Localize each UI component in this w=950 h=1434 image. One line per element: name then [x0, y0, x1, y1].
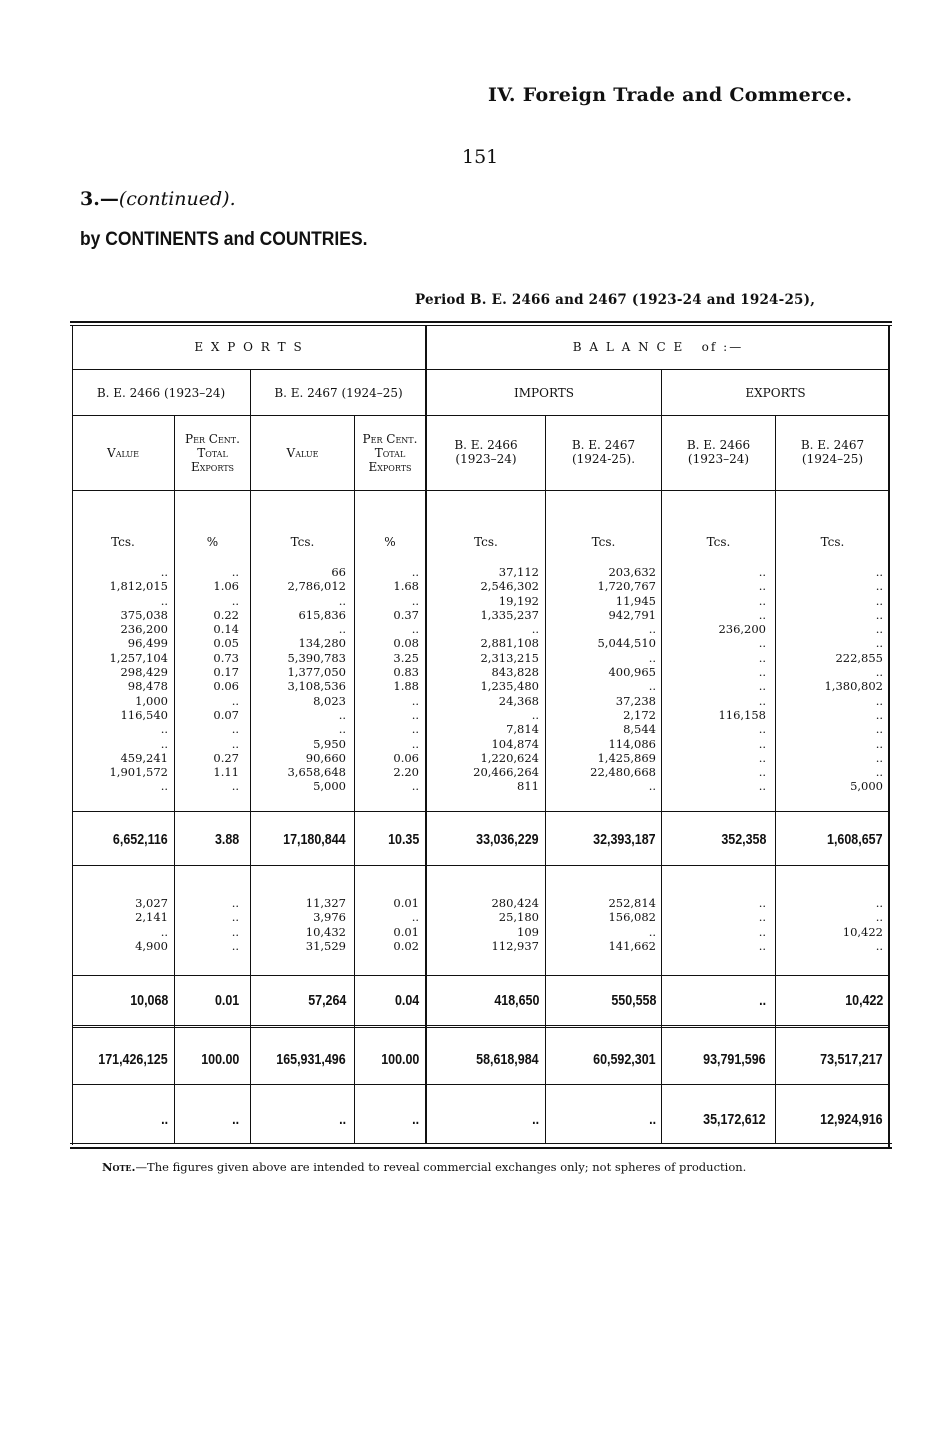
table-cell: 3,108,536: [287, 679, 346, 694]
table-cell: ..: [160, 779, 168, 794]
balance-group-heading: B A L A N C E of :—: [572, 340, 744, 354]
table-cell: ..: [411, 593, 419, 608]
total-cell: 32,393,187: [593, 832, 656, 848]
section1-col-imports-2466: [427, 565, 539, 794]
table-cell: 141,662: [608, 938, 656, 953]
table-cell: ..: [758, 765, 766, 780]
table-cell: 8,023: [313, 693, 346, 708]
table-cell: ..: [875, 707, 883, 722]
imports-2467-heading: [546, 438, 661, 466]
table-cell: ..: [648, 679, 656, 694]
total-cell: ..: [649, 1112, 656, 1128]
table-cell: ..: [160, 593, 168, 608]
table-cell: ..: [758, 650, 766, 665]
total-cell: 57,264: [307, 993, 346, 1009]
table-cell: ..: [875, 765, 883, 780]
table-cell: ..: [875, 665, 883, 680]
table-cell: ..: [875, 636, 883, 651]
total-cell: ..: [759, 993, 766, 1009]
year-ad: (1924-25).: [571, 452, 636, 466]
section1-col-value-2466: [72, 565, 168, 794]
table-cell: 2,172: [623, 707, 656, 722]
total-cell: 352,358: [720, 832, 766, 848]
table-cell: 2,141: [135, 910, 168, 925]
total-cell: 93,791,596: [703, 1052, 766, 1068]
table-cell: 0.01: [393, 924, 419, 939]
total-cell: 3.88: [214, 832, 239, 848]
table-cell: 112,937: [491, 938, 539, 953]
table-cell: 66: [331, 565, 346, 579]
table-cell: 156,082: [608, 910, 656, 925]
value-heading-2466: Value: [107, 446, 139, 460]
trade-table: [70, 321, 892, 1149]
percent-heading-line2: Total: [197, 446, 228, 460]
table-cell: ..: [411, 565, 419, 579]
year-ad: (1924–25): [801, 452, 864, 466]
unit-tcs: Tcs.: [290, 535, 315, 549]
table-cell: 96,499: [127, 636, 168, 651]
section2-col-exports-2466: [662, 896, 766, 953]
note-label: Note.: [102, 1160, 136, 1174]
section2-col-value-2466: [72, 896, 168, 953]
table-cell: 0.01: [393, 896, 419, 910]
table-cell: 10,432: [305, 924, 346, 939]
table-cell: 252,814: [608, 896, 656, 910]
table-cell: 615,836: [298, 607, 346, 622]
percent-heading-line1: Per Cent.: [362, 432, 418, 446]
unit-percent: %: [206, 535, 219, 549]
table-cell: ..: [875, 579, 883, 594]
table-cell: 109: [517, 924, 539, 939]
total-cell: ..: [232, 1112, 239, 1128]
table-cell: 10,422: [842, 924, 883, 939]
table-cell: 37,238: [615, 693, 656, 708]
table-cell: 375,038: [120, 607, 168, 622]
page-number: 151: [462, 146, 499, 168]
table-cell: ..: [875, 938, 883, 953]
table-cell: 3.25: [393, 650, 419, 665]
table-cell: 459,241: [120, 750, 168, 765]
section1-col-exports-2467: [776, 565, 883, 794]
total-cell: 73,517,217: [820, 1052, 883, 1068]
table-cell: 1,425,869: [597, 750, 656, 765]
total-cell: 60,592,301: [593, 1052, 656, 1068]
table-cell: 116,540: [120, 707, 168, 722]
table-cell: 0.07: [213, 707, 239, 722]
table-cell: 2,546,302: [480, 579, 539, 594]
table-cell: 5,390,783: [287, 650, 346, 665]
table-cell: 2.20: [393, 765, 419, 780]
table-cell: ..: [875, 607, 883, 622]
exports-group-heading: E X P O R T S: [194, 340, 304, 354]
table-cell: ..: [758, 693, 766, 708]
table-cell: ..: [758, 593, 766, 608]
section2-col-value-2467: [251, 896, 346, 953]
table-cell: 5,000: [850, 779, 883, 794]
table-cell: ..: [411, 722, 419, 737]
table-cell: 7,814: [506, 722, 539, 737]
table-cell: ..: [875, 565, 883, 579]
percent-heading-2466: [175, 432, 250, 474]
table-cell: 0.06: [393, 750, 419, 765]
table-cell: 4,900: [135, 938, 168, 953]
total-cell: 6,652,116: [113, 832, 168, 848]
table-cell: 2,786,012: [287, 579, 346, 594]
table-cell: ..: [411, 779, 419, 794]
table-cell: ..: [160, 924, 168, 939]
unit-tcs: Tcs.: [820, 535, 845, 549]
table-cell: 20,466,264: [473, 765, 539, 780]
section1-col-percent-2467: [355, 565, 419, 794]
table-cell: ..: [231, 938, 239, 953]
table-cell: 114,086: [608, 736, 656, 751]
table-cell: 90,660: [305, 750, 346, 765]
year-be: B. E. 2466: [454, 438, 518, 452]
table-cell: ..: [411, 693, 419, 708]
table-cell: 298,429: [120, 665, 168, 680]
table-cell: 0.37: [393, 607, 419, 622]
table-cell: 1,235,480: [480, 679, 539, 694]
table-cell: 222,855: [835, 650, 883, 665]
table-cell: ..: [758, 579, 766, 594]
table-cell: ..: [648, 779, 656, 794]
balance-exports-heading: EXPORTS: [745, 386, 806, 400]
total-cell: 100.00: [200, 1052, 239, 1068]
table-cell: ..: [338, 722, 346, 737]
total-cell: 550,558: [610, 993, 656, 1009]
table-cell: ..: [758, 679, 766, 694]
table-cell: 1,812,015: [109, 579, 168, 594]
percent-heading-line3: Exports: [190, 460, 235, 474]
unit-tcs: Tcs.: [706, 535, 731, 549]
table-cell: 31,529: [305, 938, 346, 953]
section2-col-percent-2467: [355, 896, 419, 953]
section1-col-exports-2466: [662, 565, 766, 794]
table-cell: ..: [875, 736, 883, 751]
table-cell: ..: [875, 593, 883, 608]
table-cell: ..: [758, 665, 766, 680]
table-cell: ..: [231, 924, 239, 939]
percent-heading-line2: Total: [374, 446, 406, 460]
table-cell: 942,791: [608, 607, 656, 622]
table-number: [80, 188, 236, 210]
table-cell: ..: [758, 636, 766, 651]
section2-col-exports-2467: [776, 896, 883, 953]
table-cell: 3,658,648: [287, 765, 346, 780]
table-cell: ..: [531, 622, 539, 637]
running-head: IV. Foreign Trade and Commerce.: [488, 84, 853, 106]
table-subtitle: by CONTINENTS and COUNTRIES.: [80, 229, 368, 250]
table-cell: ..: [411, 707, 419, 722]
table-cell: 0.73: [213, 650, 239, 665]
total-cell: 100.00: [380, 1052, 419, 1068]
section2-col-imports-2467: [546, 896, 656, 953]
total-cell: ..: [532, 1112, 539, 1128]
total-cell: 1,608,657: [827, 832, 883, 848]
table-cell: 1,257,104: [109, 650, 168, 665]
table-note: [102, 1160, 746, 1174]
table-cell: 1.68: [393, 579, 419, 594]
table-cell: ..: [648, 622, 656, 637]
table-cell: ..: [875, 896, 883, 910]
table-cell: ..: [160, 736, 168, 751]
exports-2466-balance-heading: [662, 438, 775, 466]
year-be: B. E. 2466: [686, 438, 751, 452]
table-cell: 104,874: [491, 736, 539, 751]
table-cell: 22,480,668: [590, 765, 656, 780]
table-cell: ..: [531, 707, 539, 722]
table-cell: ..: [758, 924, 766, 939]
table-cell: 8,544: [623, 722, 656, 737]
exports-2467-heading: B. E. 2467 (1924–25): [274, 386, 403, 400]
table-cell: 25,180: [498, 910, 539, 925]
table-cell: 0.22: [213, 607, 239, 622]
table-cell: 1,720,767: [597, 579, 656, 594]
total-cell: ..: [339, 1112, 346, 1128]
percent-heading-line1: Per Cent.: [185, 432, 240, 446]
table-cell: ..: [338, 593, 346, 608]
table-cell: 1.88: [393, 679, 419, 694]
table-cell: ..: [231, 722, 239, 737]
exports-2467-balance-heading: [776, 438, 889, 466]
table-cell: 11,327: [305, 896, 346, 910]
percent-heading-line3: Exports: [368, 460, 412, 474]
table-cell: ..: [231, 736, 239, 751]
table-cell: ..: [875, 622, 883, 637]
table-cell: ..: [758, 779, 766, 794]
table-cell: 203,632: [608, 565, 656, 579]
imports-heading: IMPORTS: [514, 386, 574, 400]
table-number-label: 3.—: [80, 188, 119, 210]
section1-col-imports-2467: [546, 565, 656, 794]
table-cell: 3,976: [313, 910, 346, 925]
total-cell: 171,426,125: [98, 1052, 168, 1068]
unit-tcs: Tcs.: [591, 535, 616, 549]
table-cell: ..: [648, 924, 656, 939]
table-cell: 400,965: [608, 665, 656, 680]
table-cell: ..: [875, 910, 883, 925]
table-cell: ..: [758, 607, 766, 622]
table-cell: ..: [758, 938, 766, 953]
table-cell: ..: [758, 722, 766, 737]
table-cell: 1.06: [213, 579, 239, 594]
table-cell: ..: [160, 565, 168, 579]
table-cell: ..: [411, 736, 419, 751]
table-cell: 0.14: [213, 622, 239, 637]
table-cell: ..: [758, 896, 766, 910]
table-cell: 5,950: [313, 736, 346, 751]
table-cell: 0.17: [213, 665, 239, 680]
total-cell: 33,036,229: [476, 832, 539, 848]
total-cell: 165,931,496: [276, 1052, 346, 1068]
section1-col-percent-2466: [175, 565, 239, 794]
table-cell: 0.83: [393, 665, 419, 680]
table-cell: 5,044,510: [597, 636, 656, 651]
table-cell: 98,478: [127, 679, 168, 694]
table-cell: 0.06: [213, 679, 239, 694]
table-cell: 5,000: [313, 779, 346, 794]
table-cell: ..: [758, 736, 766, 751]
total-cell: 0.01: [214, 993, 239, 1009]
table-cell: ..: [231, 593, 239, 608]
table-cell: 19,192: [498, 593, 539, 608]
total-cell: 12,924,916: [820, 1112, 883, 1128]
table-cell: 0.27: [213, 750, 239, 765]
table-cell: ..: [875, 722, 883, 737]
table-cell: ..: [160, 722, 168, 737]
total-cell: 10,422: [844, 993, 883, 1009]
table-cell: 116,158: [718, 707, 766, 722]
unit-percent: %: [384, 535, 396, 549]
value-heading-2467: Value: [286, 446, 319, 460]
table-cell: 280,424: [491, 896, 539, 910]
table-cell: 0.02: [393, 938, 419, 953]
unit-tcs: Tcs.: [111, 535, 135, 549]
table-cell: 1,220,624: [480, 750, 539, 765]
table-cell: ..: [411, 910, 419, 925]
total-cell: ..: [412, 1112, 419, 1128]
table-cell: ..: [648, 650, 656, 665]
total-cell: 418,650: [493, 993, 539, 1009]
table-cell: 3,027: [135, 896, 168, 910]
table-cell: ..: [758, 910, 766, 925]
table-cell: 843,828: [491, 665, 539, 680]
table-cell: 1,335,237: [480, 607, 539, 622]
table-cell: 134,280: [298, 636, 346, 651]
table-cell: 236,200: [718, 622, 766, 637]
table-cell: 1,901,572: [109, 765, 168, 780]
year-ad: (1923–24): [455, 452, 517, 466]
table-cell: ..: [231, 565, 239, 579]
year-be: B. E. 2467: [571, 438, 636, 452]
table-cell: ..: [758, 750, 766, 765]
section1-col-value-2467: [251, 565, 346, 794]
period-line: Period B. E. 2466 and 2467 (1923-24 and 1924-25),: [415, 292, 816, 308]
table-cell: 0.05: [213, 636, 239, 651]
table-cell: 0.08: [393, 636, 419, 651]
total-cell: ..: [161, 1112, 168, 1128]
table-cell: 2,881,108: [480, 636, 539, 651]
table-cell: 1,000: [135, 693, 168, 708]
year-be: B. E. 2467: [800, 438, 865, 452]
section2-col-percent-2466: [175, 896, 239, 953]
imports-2466-heading: [427, 438, 545, 466]
table-cell: 1,380,802: [824, 679, 883, 694]
table-cell: ..: [758, 565, 766, 579]
unit-tcs: Tcs.: [474, 535, 498, 549]
table-cell: 37,112: [498, 565, 539, 579]
table-cell: 236,200: [120, 622, 168, 637]
table-cell: ..: [338, 707, 346, 722]
table-cell: 811: [517, 779, 539, 794]
year-ad: (1923–24): [687, 452, 750, 466]
section2-col-imports-2466: [427, 896, 539, 953]
table-cell: ..: [338, 622, 346, 637]
percent-heading-2467: [355, 432, 425, 474]
table-cell: 24,368: [498, 693, 539, 708]
exports-2466-heading: B. E. 2466 (1923–24): [96, 386, 226, 400]
table-cell: 2,313,215: [480, 650, 539, 665]
table-cell: ..: [231, 910, 239, 925]
table-cell: ..: [875, 750, 883, 765]
table-cell: ..: [411, 622, 419, 637]
total-cell: 10,068: [129, 993, 168, 1009]
total-cell: 58,618,984: [476, 1052, 539, 1068]
table-continued: (continued).: [118, 188, 236, 210]
table-cell: ..: [875, 693, 883, 708]
table-cell: 1.11: [213, 765, 239, 780]
table-cell: 1,377,050: [287, 665, 346, 680]
table-cell: 11,945: [615, 593, 656, 608]
table-cell: ..: [231, 779, 239, 794]
table-cell: ..: [231, 693, 239, 708]
total-cell: 17,180,844: [283, 832, 346, 848]
note-text: —The figures given above are intended to reveal commercial exchanges only; not spheres of production.: [135, 1160, 747, 1174]
table-cell: ..: [231, 896, 239, 910]
total-cell: 0.04: [394, 993, 419, 1009]
total-cell: 10.35: [387, 832, 419, 848]
total-cell: 35,172,612: [703, 1112, 766, 1128]
